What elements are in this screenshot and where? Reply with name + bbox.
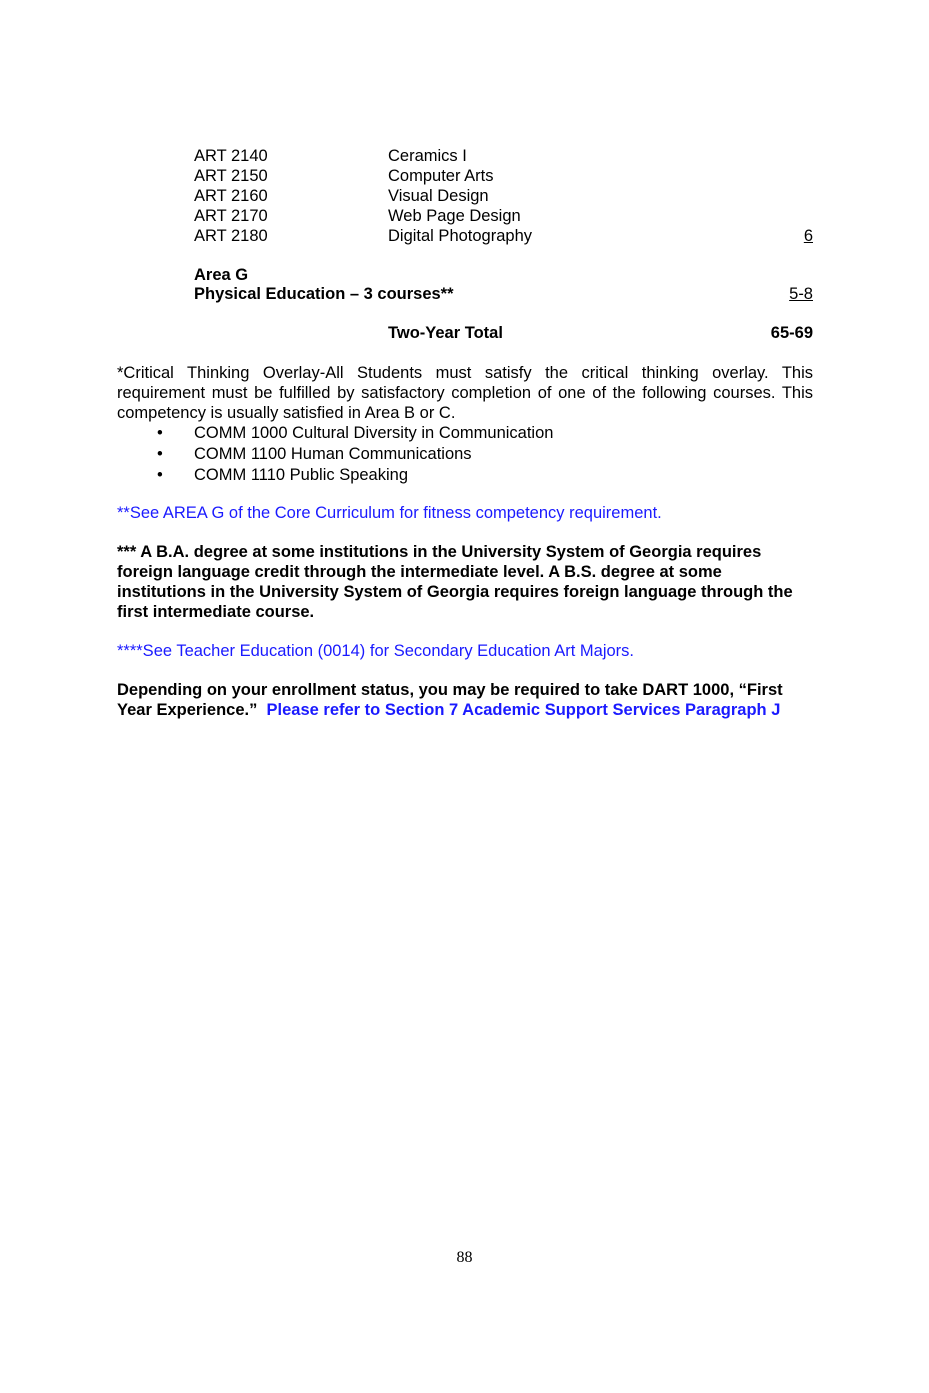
list-item	[117, 423, 813, 444]
enrollment-note	[117, 680, 813, 720]
course-code: ART 2170	[194, 207, 268, 225]
course-title: Ceramics I	[388, 147, 467, 165]
list-item-text: COMM 1000 Cultural Diversity in Communication	[194, 424, 554, 442]
teacher-education-note-link[interactable]: ****See Teacher Education (0014) for Secondary Education Art Majors.	[117, 642, 634, 660]
bullet-icon: •	[157, 445, 163, 463]
course-title: Web Page Design	[388, 207, 521, 225]
critical-thinking-paragraph: *Critical Thinking Overlay-All Students must satisfy the critical thinking overlay. This requirement must be fulfilled by satisfactory completion of one of the following courses. This competency is usually satisfied in Area B or C.	[117, 364, 813, 422]
course-code: ART 2160	[194, 187, 268, 205]
critical-thinking-list	[117, 423, 813, 486]
bullet-icon: •	[157, 424, 163, 442]
course-credit: 6	[803, 227, 813, 245]
area-g-heading: Area G	[194, 266, 249, 284]
section-7-link[interactable]: Please refer to Section 7 Academic Support Services Paragraph J	[266, 701, 781, 719]
area-g-subheading: Physical Education – 3 courses**	[194, 285, 454, 303]
course-code: ART 2180	[194, 227, 268, 245]
list-item	[117, 444, 813, 465]
area-g-credit: 5-8	[789, 285, 813, 303]
degree-language-note: *** A B.A. degree at some institutions in the University System of Georgia requires foreign language credit through the intermediate level. A B.S. degree at some institutions in the University System of Georgia requires foreign language through the first intermediate course.	[117, 543, 793, 621]
bullet-icon: •	[157, 466, 163, 484]
list-item	[117, 465, 813, 486]
list-item-text: COMM 1100 Human Communications	[194, 445, 472, 463]
list-item-text: COMM 1110 Public Speaking	[194, 466, 408, 484]
course-code: ART 2150	[194, 167, 268, 185]
enrollment-text: Depending on your enrollment status, you may be required to take DART 1000, “First Year Experience.”	[117, 681, 783, 719]
course-code: ART 2140	[194, 147, 268, 165]
course-title: Computer Arts	[388, 167, 494, 185]
course-title: Visual Design	[388, 187, 489, 205]
area-g-note-link[interactable]: **See AREA G of the Core Curriculum for fitness competency requirement.	[117, 504, 662, 522]
total-value: 65-69	[770, 324, 813, 342]
total-label: Two-Year Total	[388, 324, 503, 342]
course-title: Digital Photography	[388, 227, 533, 245]
page-number: 88	[456, 1249, 473, 1266]
